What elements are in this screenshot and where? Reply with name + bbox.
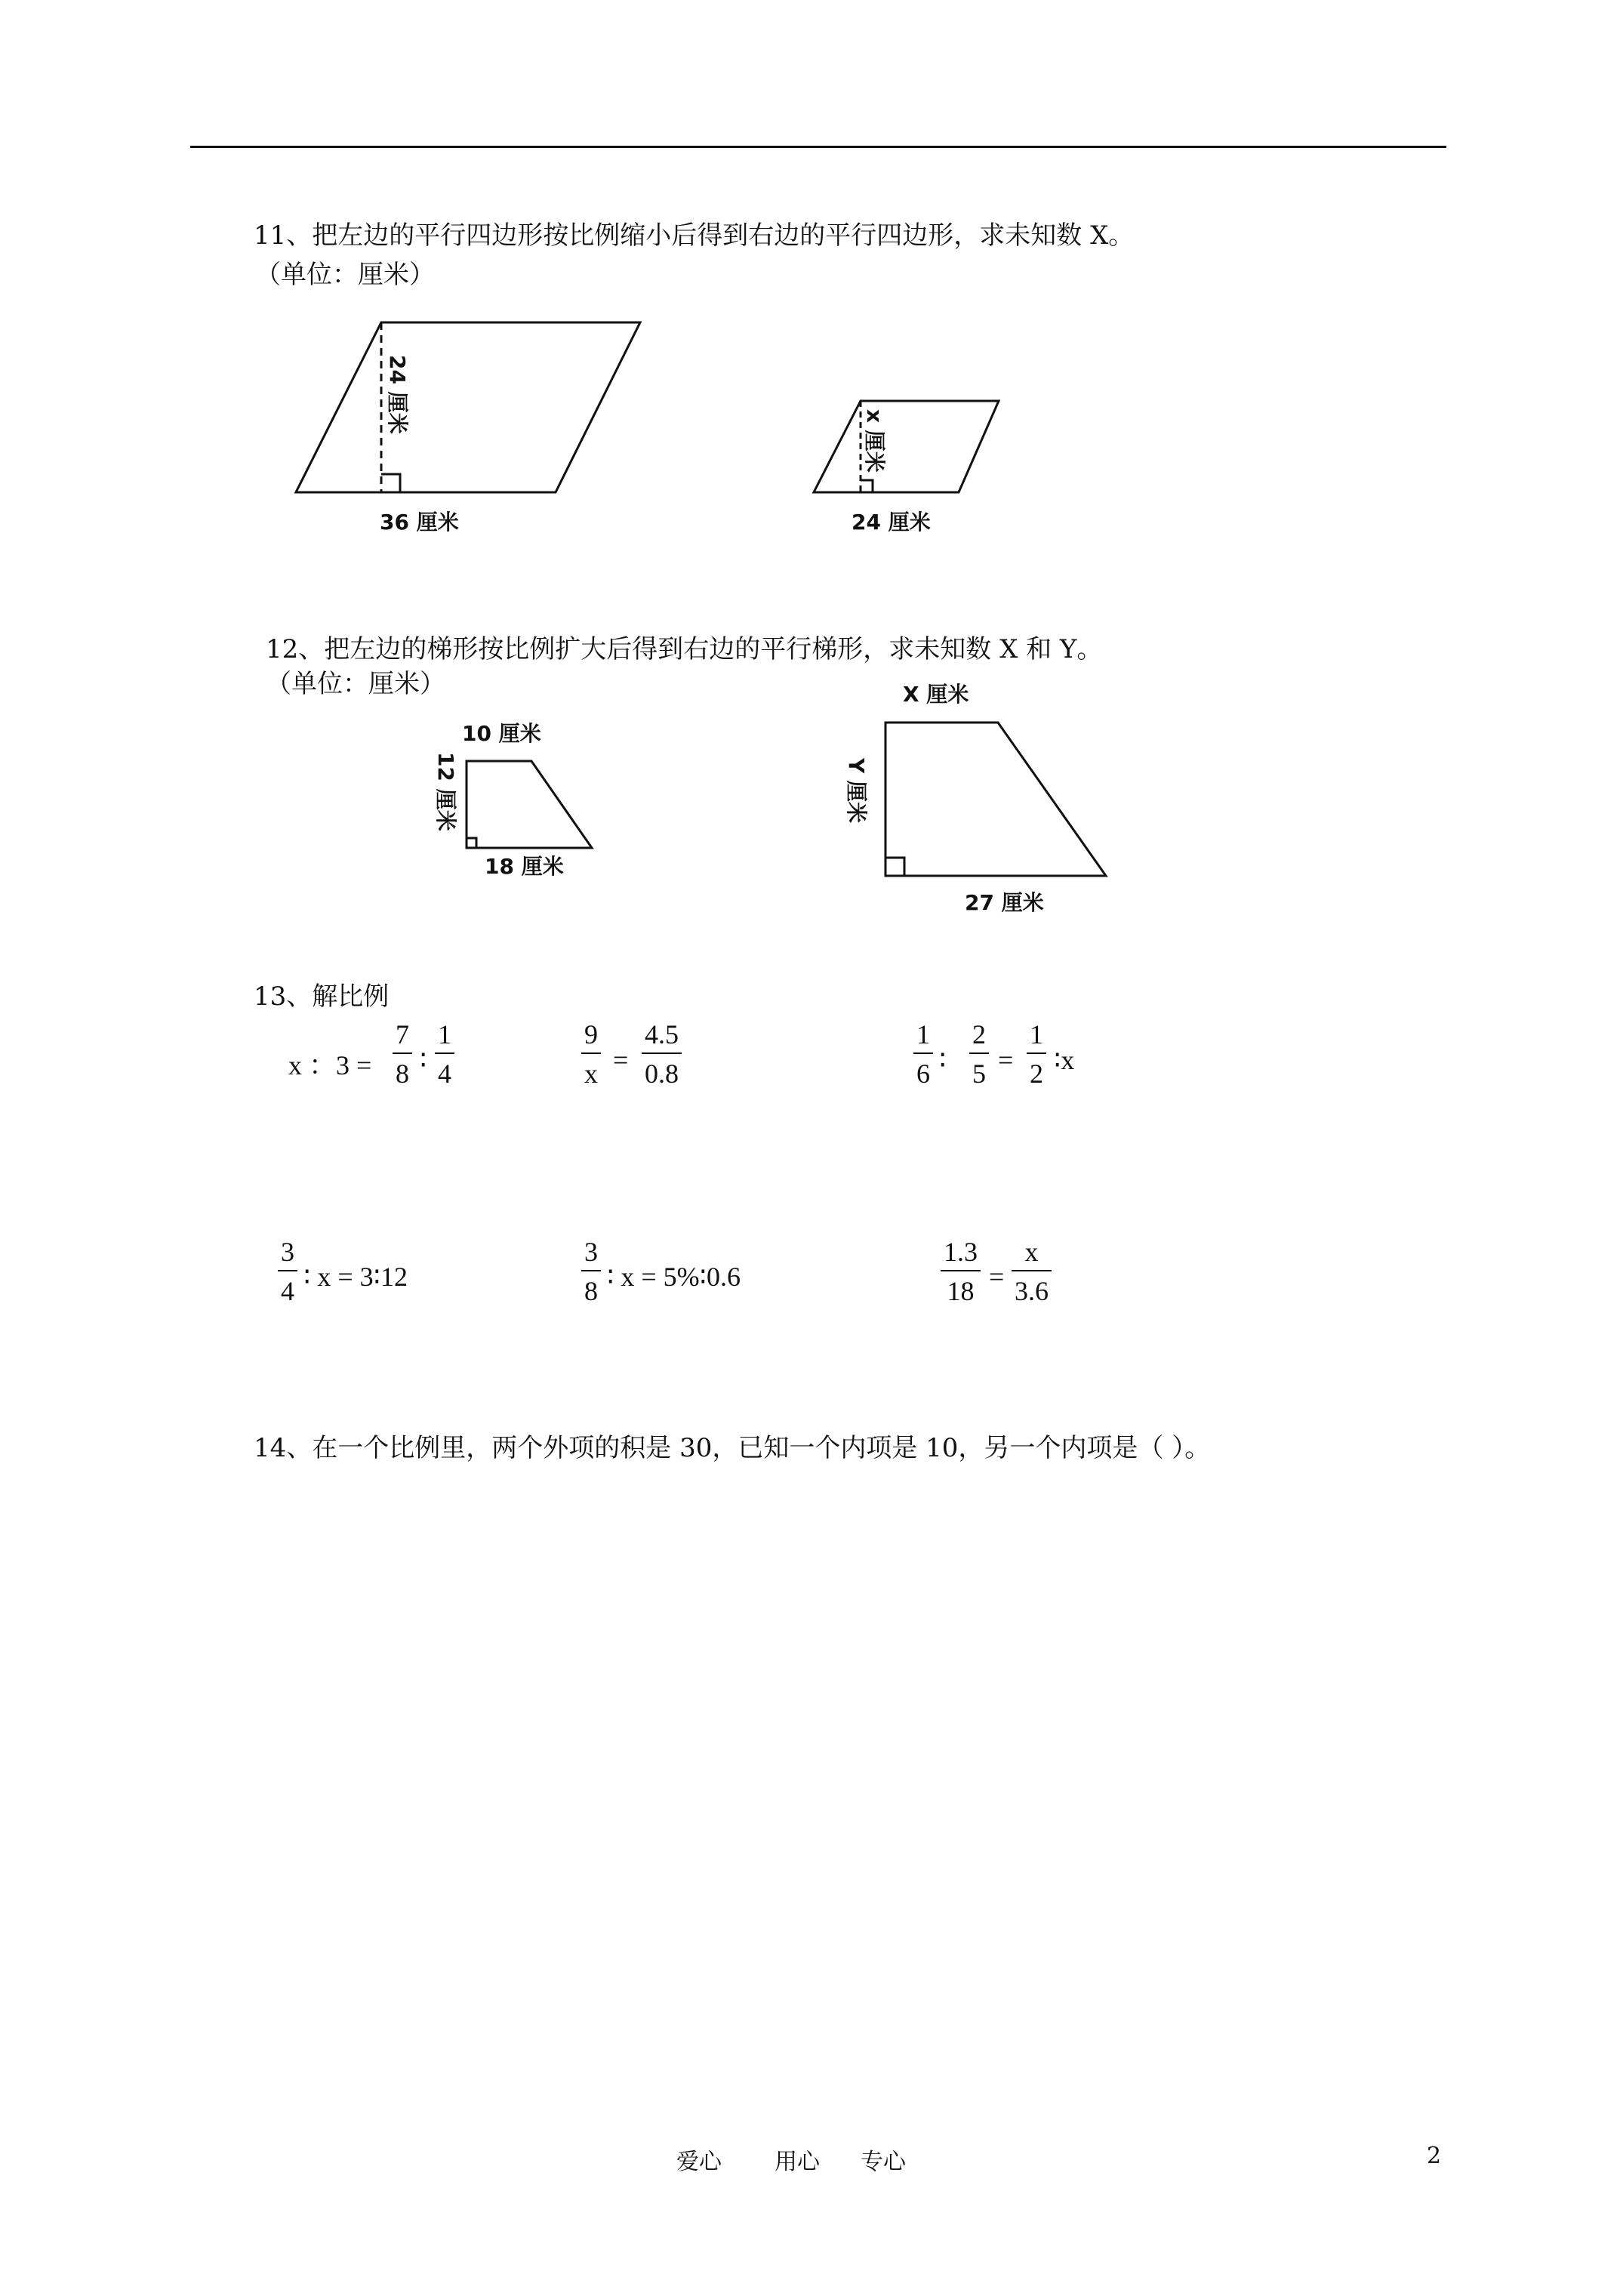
q13-p1-frac2-num: 1 [438, 1019, 451, 1049]
q13-p1-frac1-num: 7 [396, 1019, 409, 1049]
q14-text: 14、在一个比例里，两个外项的积是 30，已知一个内项是 10，另一个内项是（ ）。 [254, 1433, 1211, 1463]
q12-left-bottom-label: 18 厘米 [485, 854, 564, 879]
q13-p5-tail: ∶ x = 5%∶0.6 [607, 1262, 741, 1292]
q13-p2-frac1 [581, 1021, 601, 1087]
q12-right-trapezoid [885, 723, 1106, 876]
q11-line1: 11、把左边的平行四边形按比例缩小后得到右边的平行四边形，求未知数 X。 [254, 220, 1135, 251]
q13-p3-frac1 [913, 1021, 933, 1087]
q12-line2: （单位：厘米） [266, 669, 445, 699]
q12-left-top-label: 10 厘米 [462, 721, 541, 746]
q13-p6-frac1 [941, 1238, 981, 1305]
q13-p2-frac2-num: 4.5 [645, 1019, 679, 1049]
q12-left-trapezoid [467, 761, 592, 848]
q13-p1-frac2-den: 4 [438, 1059, 451, 1089]
q11-right-parallelogram [814, 401, 999, 492]
q13-p1-sep: ∶ [420, 1045, 427, 1075]
q13-p6-eq: = [989, 1262, 1005, 1292]
q13-p3-eq: = [998, 1045, 1014, 1075]
q13-p6-frac2-num: x [1024, 1237, 1039, 1267]
q13-p3-frac1-den: 6 [916, 1059, 930, 1089]
q11-right-height-label: x 厘米 [862, 409, 887, 473]
q13-p3-frac2-den: 5 [972, 1059, 986, 1089]
q13-p1-frac1-den: 8 [396, 1059, 409, 1089]
footer-left: 爱心 [676, 2149, 722, 2175]
q13-p1-left: x ：3 = [288, 1050, 372, 1080]
q11-left-parallelogram [296, 322, 640, 492]
footer-mid: 用心 [775, 2149, 820, 2175]
q13-p2-frac2 [642, 1021, 682, 1087]
q13-p6-frac2-den: 3.6 [1015, 1276, 1049, 1306]
q13-p3-frac3 [1027, 1021, 1046, 1087]
q13-p5-frac1-den: 8 [584, 1276, 598, 1306]
q13-p1-frac1 [393, 1021, 412, 1087]
q11-left-base-label: 36 厘米 [380, 510, 459, 535]
q12-line1: 12、把左边的梯形按比例扩大后得到右边的平行梯形，求未知数 X 和 Y。 [266, 634, 1103, 664]
q13-p2-frac1-num: 9 [584, 1019, 598, 1049]
q13-p4-frac1-num: 3 [281, 1237, 294, 1267]
q12-right-bottom-label: 27 厘米 [965, 890, 1044, 915]
footer-right: 专心 [861, 2149, 906, 2175]
q13-p6-frac1-num: 1.3 [944, 1237, 978, 1267]
q13-p4-frac1 [278, 1238, 297, 1305]
q13-p2-frac2-den: 0.8 [645, 1059, 679, 1089]
q12-right-top-label: X 厘米 [903, 682, 969, 707]
q11-line2: （单位：厘米） [255, 260, 435, 290]
q13-p5-frac1 [581, 1238, 601, 1305]
q13-p4-tail: ∶ x = 3∶12 [303, 1262, 408, 1292]
q13-p3-frac1-num: 1 [916, 1019, 930, 1049]
q11-left-height-label: 24 厘米 [385, 355, 410, 434]
q13-p3-frac2-num: 2 [972, 1019, 986, 1049]
q12-left-height-label: 12 厘米 [433, 752, 458, 831]
q13-p3-frac3-den: 2 [1030, 1059, 1043, 1089]
q11-right-base-label: 24 厘米 [852, 510, 931, 535]
q13-p3-sep1: ∶ [939, 1045, 947, 1075]
page-number: 2 [1427, 2143, 1442, 2169]
q13-p5-frac1-num: 3 [584, 1237, 598, 1267]
q12-right-height-label: Y 厘米 [844, 758, 869, 824]
q13-p2-eq: = [613, 1045, 629, 1075]
q13-title: 13、解比例 [254, 982, 390, 1012]
q13-p2-frac1-den: x [584, 1059, 598, 1089]
q13-p3-frac2 [969, 1021, 989, 1087]
q13-p1-frac2 [435, 1021, 454, 1087]
q13-p6-frac2 [1012, 1238, 1052, 1305]
q13-p4-frac1-den: 4 [281, 1276, 294, 1306]
q13-p3-frac3-num: 1 [1030, 1019, 1043, 1049]
q13-p6-frac1-den: 18 [947, 1276, 975, 1306]
q13-p3-tail: ∶x [1054, 1045, 1075, 1075]
